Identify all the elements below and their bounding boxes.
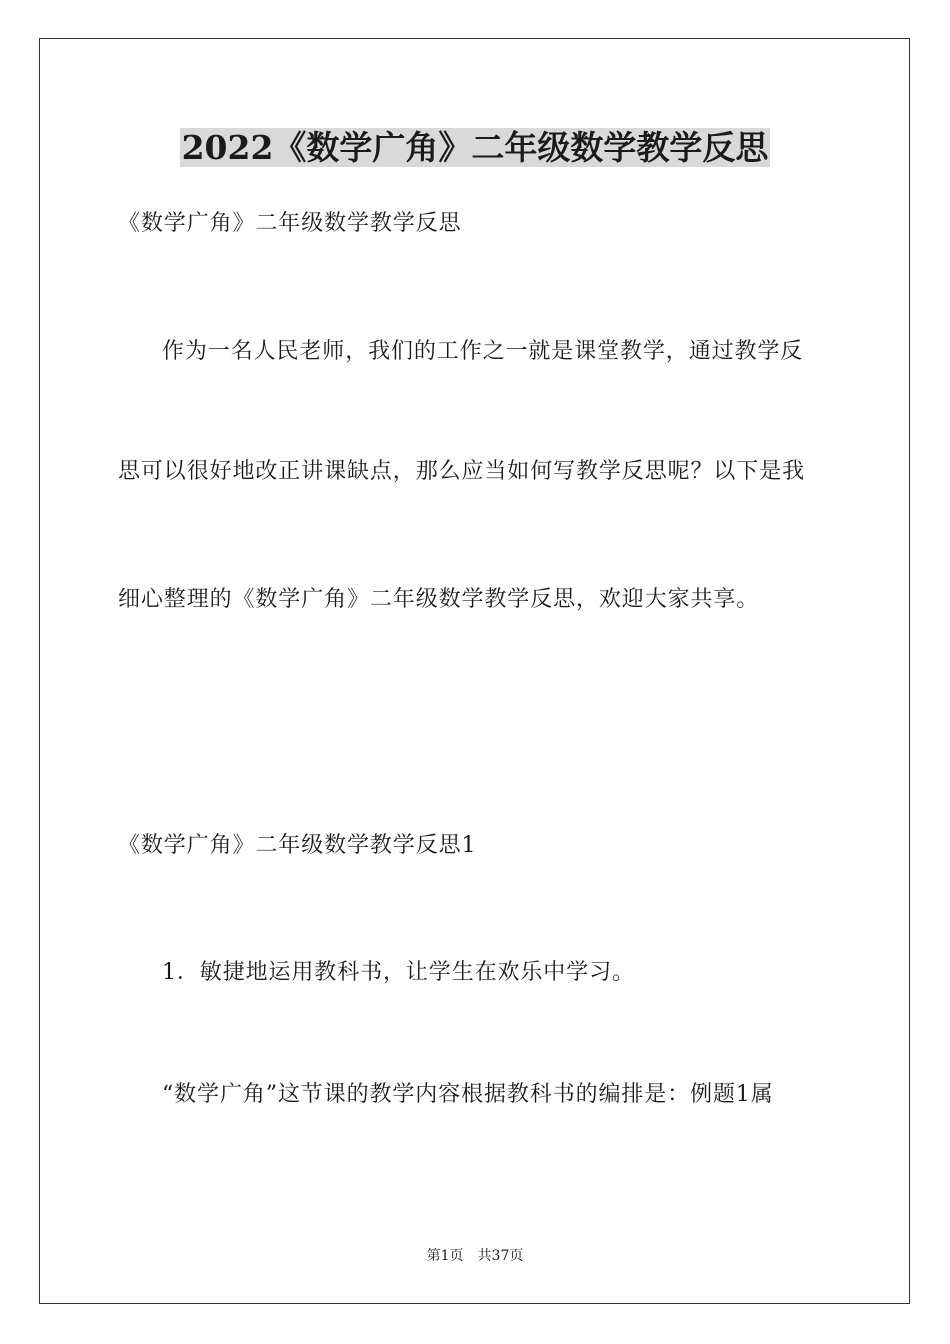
numbered-point-1: 1．敏捷地运用教科书，让学生在欢乐中学习。	[162, 960, 635, 985]
page-footer: 第1页 共37页	[426, 1248, 524, 1264]
document-title-text: 2022《数学广角》二年级数学教学反思	[181, 128, 769, 167]
intro-line-3: 细心整理的《数学广角》二年级数学教学反思，欢迎大家共享。	[118, 587, 760, 612]
document-title	[0, 126, 950, 170]
paragraph-line: “数学广角”这节课的教学内容根据教科书的编排是：例题1属	[162, 1082, 774, 1107]
document-subtitle: 《数学广角》二年级数学教学反思	[118, 211, 462, 236]
intro-line-1: 作为一名人民老师，我们的工作之一就是课堂教学，通过教学反	[162, 339, 804, 364]
section-heading: 《数学广角》二年级数学教学反思1	[118, 833, 477, 858]
intro-line-2: 思可以很好地改正讲课缺点，那么应当如何写教学反思呢？以下是我	[118, 459, 806, 484]
